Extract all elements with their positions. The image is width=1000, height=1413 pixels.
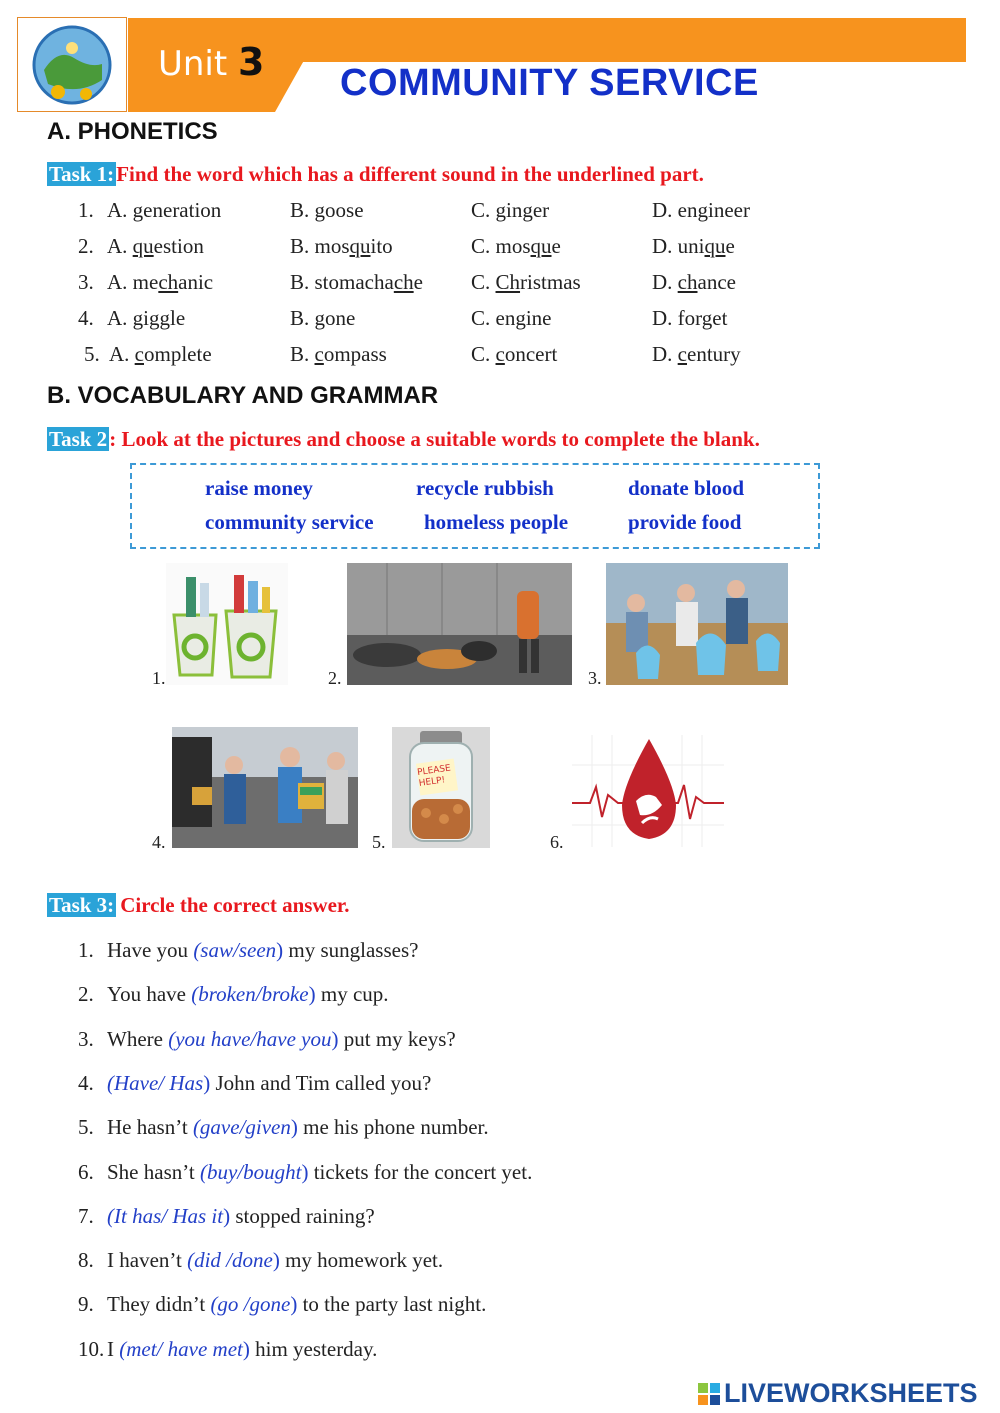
word-part: ompass	[323, 342, 387, 366]
option-b[interactable]	[290, 270, 423, 295]
word-part: et	[712, 306, 728, 330]
task3-instruction: Circle the correct answer.	[120, 893, 350, 917]
sentence-part: Where	[107, 1026, 169, 1051]
sentence-part: tickets for the concert yet.	[308, 1159, 533, 1184]
picture-number: 2.	[328, 668, 342, 688]
sentence-part: )	[331, 1026, 339, 1051]
option-c[interactable]	[471, 342, 557, 367]
volunteers-picking-rubbish-picture	[606, 563, 788, 685]
option-c[interactable]	[471, 270, 581, 295]
underlined-part: g	[132, 306, 144, 330]
homeless-people-picture	[347, 563, 572, 685]
underlined-part: qu	[530, 234, 552, 258]
word-part: D.	[652, 270, 678, 294]
sentence-part: )	[308, 982, 316, 1007]
task3-number: 8.	[78, 1248, 94, 1273]
task3-number: 6.	[78, 1159, 94, 1184]
sentence-part: She hasn’t	[107, 1159, 200, 1184]
sentence-part: They didn’t	[107, 1292, 211, 1317]
task3-label: Task 3:	[49, 893, 115, 917]
sentence-part: )	[290, 1115, 298, 1140]
option-b[interactable]	[290, 306, 355, 331]
option-a[interactable]	[107, 234, 204, 259]
jar-note-text: PLEASE HELP!	[416, 763, 452, 789]
word-part: D. for	[652, 306, 702, 330]
word-part: one	[325, 306, 356, 330]
underlined-part: g	[697, 198, 708, 222]
task1-header	[47, 162, 704, 187]
option-d[interactable]	[652, 270, 736, 295]
word-part: omplete	[144, 342, 212, 366]
sentence-part: He hasn’t	[107, 1115, 193, 1140]
word-part: ance	[697, 270, 736, 294]
underlined-part: g	[701, 306, 713, 330]
page-title: COMMUNITY SERVICE	[340, 62, 759, 104]
underlined-part: Ch	[495, 270, 521, 294]
picture-number: 4.	[152, 832, 166, 852]
word-part: e	[725, 234, 735, 258]
sentence-part: to the party last night.	[297, 1292, 487, 1317]
word-part: e	[413, 270, 423, 294]
answer-choices[interactable]: (met/ have met	[119, 1336, 243, 1361]
option-b[interactable]	[290, 234, 393, 259]
word-part: oncert	[504, 342, 558, 366]
donation-jar-picture	[392, 727, 490, 848]
task3-number: 1.	[78, 938, 94, 962]
task3-header	[47, 893, 350, 918]
answer-choices[interactable]: (Have/ Has	[107, 1070, 204, 1095]
underlined-part: qu	[132, 234, 154, 258]
picture-number: 5.	[372, 832, 386, 852]
underlined-part: ch	[393, 270, 414, 294]
answer-choices[interactable]: (It has/ Has it	[107, 1203, 224, 1228]
underlined-part: c	[314, 342, 324, 366]
word-raise-money: raise money	[205, 476, 313, 500]
section-a-heading: A. PHONETICS	[47, 118, 218, 145]
sentence-part: me his phone number.	[297, 1115, 489, 1140]
task3-sentence[interactable]	[107, 982, 389, 1007]
option-d[interactable]	[652, 198, 750, 223]
question-number: 4.	[78, 306, 94, 330]
underlined-part: c	[134, 342, 144, 366]
recycle-bins-picture	[166, 563, 288, 685]
answer-choices[interactable]: (go /gone	[210, 1292, 291, 1317]
underlined-part: ch	[158, 270, 179, 294]
task3-number: 3.	[78, 1026, 94, 1051]
underlined-part: c	[495, 342, 505, 366]
answer-choices[interactable]: (buy/bought	[199, 1159, 302, 1184]
sentence-part: I	[107, 1336, 120, 1361]
answer-choices[interactable]: (broken/broke	[191, 982, 309, 1007]
sentence-part: You have	[107, 982, 192, 1007]
underlined-part: g	[495, 198, 507, 222]
word-part: A.	[109, 342, 135, 366]
word-part: D. uni	[652, 234, 705, 258]
underlined-part: ch	[677, 270, 698, 294]
footer-brand	[698, 1378, 978, 1409]
option-d[interactable]	[652, 342, 741, 367]
underlined-part: g	[132, 198, 144, 222]
word-part: B.	[290, 198, 315, 222]
word-part: C. mos	[471, 234, 531, 258]
task3-sentence[interactable]	[107, 1027, 456, 1052]
logo	[17, 17, 127, 112]
word-part: D. en	[652, 198, 698, 222]
word-part: B. stomacha	[290, 270, 394, 294]
word-part: estion	[153, 234, 204, 258]
task1-label: Task 1:	[49, 162, 115, 186]
word-homeless-people: homeless people	[424, 510, 569, 534]
unit-label: Unit 3	[158, 40, 265, 84]
task3-number: 9.	[78, 1292, 94, 1317]
question-number: 1.	[78, 198, 94, 222]
option-d[interactable]	[652, 234, 735, 259]
option-c[interactable]	[471, 306, 551, 331]
task3-number: 10.	[78, 1336, 105, 1361]
option-b[interactable]	[290, 342, 387, 367]
word-part: oose	[325, 198, 364, 222]
task3-number: 7.	[78, 1203, 94, 1228]
task2-header: Task 2: Look at the pictures and choose a suitable words to complete the blank.	[49, 427, 760, 451]
providing-food-picture	[172, 727, 358, 848]
sentence-part: him yesterday.	[249, 1336, 378, 1361]
underlined-part: g	[314, 306, 326, 330]
word-part: A. me	[107, 270, 159, 294]
underlined-part: g	[314, 198, 326, 222]
blood-drop-icon	[572, 735, 724, 847]
task3-sentence[interactable]	[107, 1160, 532, 1185]
globe-logo-icon	[18, 18, 126, 111]
word-part: B.	[290, 342, 315, 366]
liveworksheets-logo-icon	[698, 1383, 720, 1405]
task3-sentence[interactable]	[107, 1204, 375, 1229]
sentence-part: )	[203, 1070, 211, 1095]
word-part: D.	[652, 342, 678, 366]
word-donate-blood: donate blood	[628, 476, 745, 500]
word-part: ine	[525, 306, 552, 330]
section-b-heading: B. VOCABULARY AND GRAMMAR	[47, 382, 439, 409]
footer-brand-text: LIVEWORKSHEETS	[724, 1378, 978, 1408]
task1-instruction: Find the word which has a different sound in the underlined part.	[116, 162, 704, 186]
task3-sentence[interactable]	[107, 938, 418, 963]
word-part: ristmas	[520, 270, 581, 294]
word-part: A.	[107, 306, 133, 330]
option-c[interactable]	[471, 234, 561, 259]
task3-sentence[interactable]	[107, 1071, 431, 1096]
word-part: C.	[471, 270, 496, 294]
word-part: eneration	[143, 198, 222, 222]
sentence-part: I haven’t	[107, 1248, 188, 1273]
word-part: inger	[506, 198, 550, 222]
answer-choices[interactable]: (gave/given	[192, 1115, 291, 1140]
option-a[interactable]	[109, 342, 212, 367]
question-number: 3.	[78, 270, 94, 294]
sentence-part: Have you	[107, 938, 194, 962]
sentence-part: )	[242, 1336, 250, 1361]
picture-number: 3.	[588, 668, 602, 688]
underlined-part: g	[515, 306, 526, 330]
sentence-part: my homework yet.	[279, 1248, 444, 1273]
option-a[interactable]	[107, 198, 221, 223]
question-number: 5.	[84, 342, 100, 366]
picture-number: 1.	[152, 668, 166, 688]
word-community-service: community service	[205, 510, 374, 534]
word-part: C.	[471, 342, 496, 366]
sentence-part: John and Tim called you?	[210, 1070, 432, 1095]
word-part: B.	[290, 306, 315, 330]
option-a[interactable]	[107, 306, 185, 331]
word-part: anic	[178, 270, 214, 294]
sentence-part: )	[290, 1292, 298, 1317]
donate-blood-picture	[572, 735, 724, 847]
task3-number: 2.	[78, 982, 94, 1007]
sentence-part: my cup.	[315, 982, 389, 1007]
word-part: entury	[687, 342, 741, 366]
sentence-part: )	[276, 938, 284, 962]
task3-sentence[interactable]	[107, 1115, 489, 1140]
sentence-part: my sunglasses?	[283, 938, 419, 962]
underlined-part: c	[677, 342, 687, 366]
task3-number: 4.	[78, 1070, 94, 1095]
word-part: A.	[107, 234, 133, 258]
word-part: C.	[471, 198, 496, 222]
sentence-part: )	[272, 1248, 280, 1273]
answer-choices[interactable]: (did /done	[187, 1248, 273, 1273]
task3-sentence[interactable]	[107, 1292, 486, 1317]
sentence-part: )	[301, 1159, 309, 1184]
task3-sentence[interactable]	[107, 1337, 377, 1362]
underlined-part: qu	[349, 234, 371, 258]
picture-number: 6.	[550, 832, 564, 852]
answer-choices[interactable]: (you have/have you	[168, 1026, 332, 1051]
task3-number: 5.	[78, 1115, 94, 1140]
task3-sentence[interactable]	[107, 1248, 443, 1273]
word-part: ito	[370, 234, 393, 258]
word-part: ineer	[708, 198, 750, 222]
sentence-part: )	[223, 1203, 231, 1228]
word-part: iggle	[143, 306, 186, 330]
word-part: C. en	[471, 306, 516, 330]
word-part: A.	[107, 198, 133, 222]
task2-instruction: Look at the pictures and choose a suitable words to complete the blank.	[116, 427, 760, 451]
word-part: B. mos	[290, 234, 350, 258]
option-a[interactable]	[107, 270, 213, 295]
option-b[interactable]	[290, 198, 364, 223]
underlined-part: qu	[704, 234, 726, 258]
option-d[interactable]	[652, 306, 727, 331]
option-c[interactable]	[471, 198, 549, 223]
question-number: 2.	[78, 234, 94, 258]
word-part: e	[551, 234, 561, 258]
word-provide-food: provide food	[628, 510, 742, 534]
task2-label: Task 2	[49, 427, 108, 451]
word-recycle-rubbish: recycle rubbish	[416, 476, 554, 500]
sentence-part: stopped raining?	[230, 1203, 375, 1228]
sentence-part: put my keys?	[338, 1026, 456, 1051]
answer-choices[interactable]: (saw/seen	[193, 938, 277, 962]
